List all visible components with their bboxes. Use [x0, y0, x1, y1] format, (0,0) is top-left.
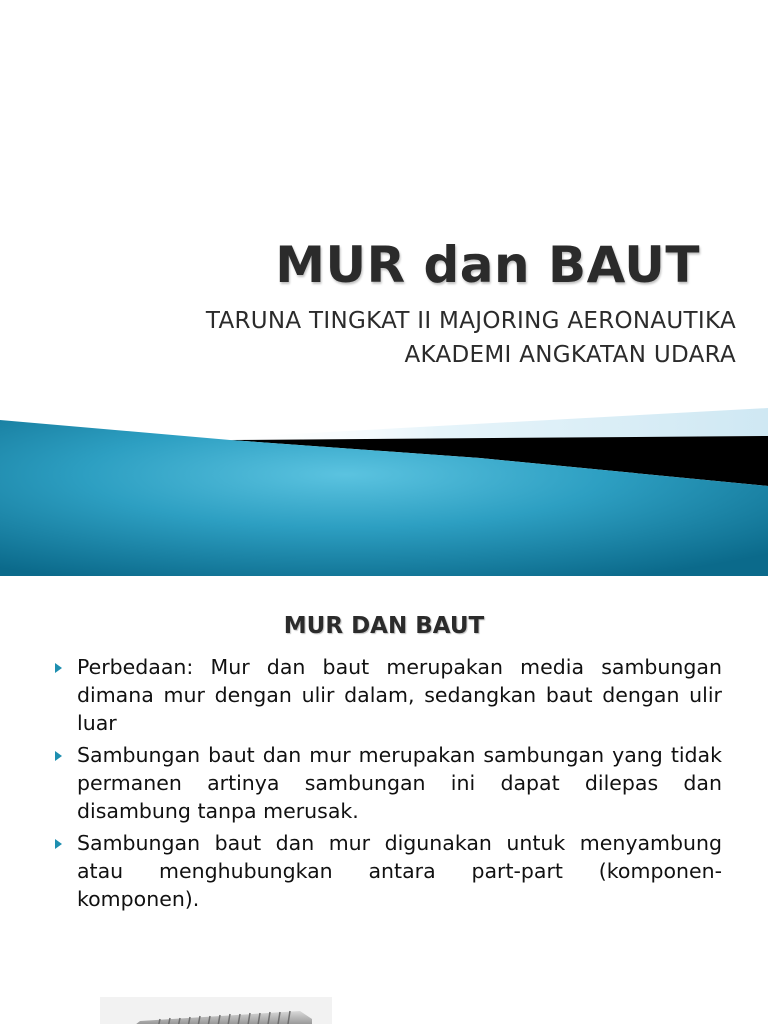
bullet-list [52, 653, 722, 917]
triangle-bullet-icon [55, 839, 62, 849]
slide-heading: MUR DAN BAUT [283, 613, 485, 639]
subtitle-line-1: TARUNA TINGKAT II MAJORING AERONAUTIKA [205, 308, 736, 334]
subtitle-line-2: AKADEMI ANGKATAN UDARA [404, 342, 736, 368]
bullet-item-3 [52, 829, 722, 913]
bullet-text: Perbedaan: Mur dan baut merupakan media sambungan dimana mur dengan ulir dalam, sedangkan baut dengan ulir luar [77, 655, 722, 735]
bullet-text: Sambungan baut dan mur merupakan sambungan yang tidak permanen artinya sambungan ini dapat dilepas dan disambung tanpa merusak. [77, 743, 722, 823]
slide-title: MUR dan BAUT [275, 236, 700, 294]
triangle-bullet-icon [55, 663, 62, 673]
triangle-bullet-icon [55, 751, 62, 761]
content-slide [0, 577, 768, 1024]
bullet-item-1 [52, 653, 722, 737]
bullet-item-2 [52, 741, 722, 825]
bolt-photo [100, 997, 332, 1024]
bullet-text: Sambungan baut dan mur digunakan untuk menyambung atau menghubungkan antara part-part (komponen-komponen). [77, 831, 722, 911]
